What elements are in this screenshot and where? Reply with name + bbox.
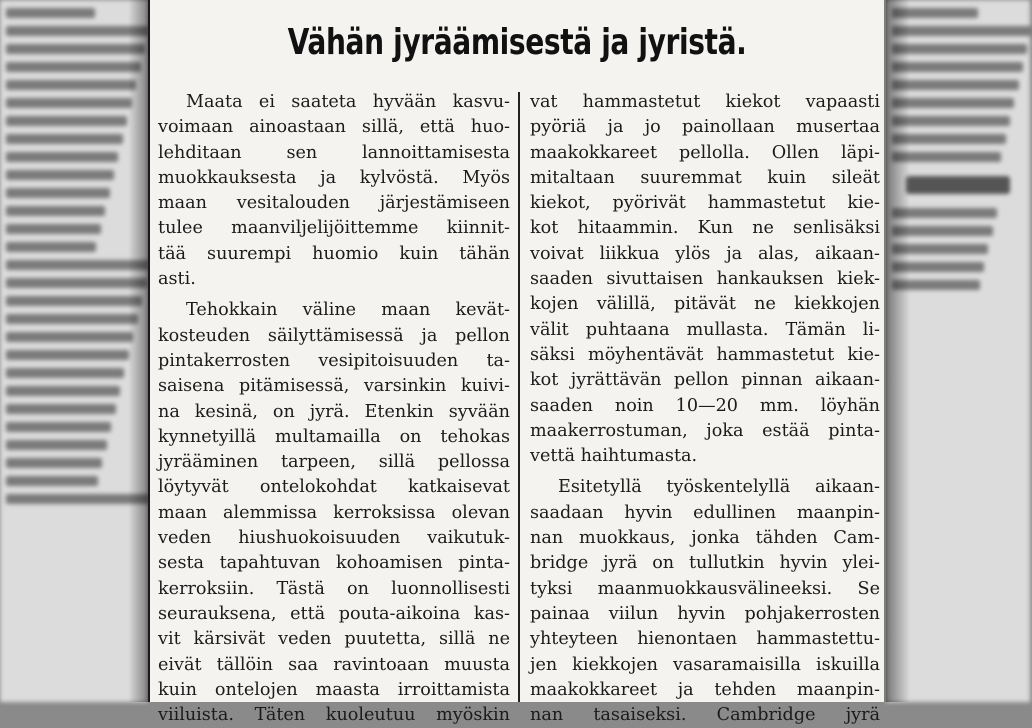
blurred-text-line: [892, 80, 1019, 90]
text-line: seurauksena, että pouta-aikoina kas-: [158, 603, 510, 624]
blurred-text-line: [6, 98, 132, 108]
blurred-text-line: [6, 116, 127, 126]
text-line: vat hammastetut kiekot vapaasti: [530, 92, 880, 112]
text-line: muokkauksesta ja kylvöstä. Myös: [158, 167, 510, 188]
left-fold-shadow: [128, 0, 150, 702]
blurred-heading: [906, 176, 1010, 194]
text-line: pintakerrosten vesipitoisuuden ta-: [158, 350, 510, 371]
blurred-text-line: [6, 296, 142, 306]
blurred-text-line: [6, 458, 102, 468]
blurred-text-line: [6, 332, 133, 342]
text-line: eivät tällöin saa ravintoaan muusta: [158, 654, 510, 675]
text-line: vettä haihtumasta.: [530, 446, 698, 467]
text-line: Tehokkain väline maan kevät-: [186, 300, 510, 321]
text-line: kot hitaammin. Kun ne senlisäksi: [530, 218, 880, 239]
text-line: kosteuden säilyttämisessä ja pellon: [158, 325, 510, 346]
text-line: kerroksiin. Tästä on luonnollisesti: [158, 578, 510, 599]
blurred-text-line: [6, 188, 110, 198]
text-line: Maata ei saateta hyvään kasvu-: [186, 92, 510, 112]
text-line: nan tasaiseksi. Cambridge jyrä: [530, 705, 880, 726]
blurred-text-line: [6, 350, 129, 360]
text-line: yhteyteen hienontaen hammastettu-: [530, 629, 880, 650]
column-divider: [518, 92, 520, 702]
blurred-text-line: [6, 386, 120, 396]
blurred-text-line: [6, 170, 114, 180]
blurred-text-line: [6, 134, 123, 144]
blurred-text-line: [6, 422, 111, 432]
text-line: jen kiekkojen vasaramaisilla iskuilla: [530, 654, 880, 675]
text-line: maakokkareet ja tehden maanpin-: [530, 679, 880, 700]
text-line: Esitetyllä työskentelyllä aikaan-: [558, 477, 880, 498]
text-line: maan vesitalouden järjestämiseen: [158, 193, 510, 214]
blurred-text-line: [6, 206, 105, 216]
text-line: saaden noin 10—20 mm. löyhän: [530, 395, 880, 416]
blurred-text-line: [892, 98, 1014, 108]
blurred-text-line: [6, 368, 124, 378]
newspaper-clipping: [148, 0, 886, 726]
text-line: painaa viilun hyvin pohjakerrosten: [530, 603, 880, 624]
blurred-text-line: [6, 44, 145, 54]
left-border-rule: [148, 0, 150, 702]
blurred-text-line: [6, 242, 96, 252]
blurred-text-line: [6, 440, 107, 450]
text-line: voimaan ainoastaan sillä, että huo-: [158, 117, 510, 138]
blurred-text-line: [892, 44, 1027, 54]
blurred-left-page: [0, 0, 148, 702]
text-line: voivat liikkua ylös ja alas, aikaan-: [530, 243, 880, 264]
text-line: jyrääminen tarpeen, sillä pellossa: [158, 452, 510, 473]
text-line: löytyvät ontelokohdat katkaisevat: [158, 477, 510, 498]
article-column-2: [530, 90, 880, 726]
text-line: lehditaan sen lannoittamisesta: [158, 142, 510, 163]
text-line: tyksi maanmuokkausvälineeksi. Se: [530, 578, 880, 599]
text-line: nan muokkaus, jonka tähden Cam-: [530, 528, 880, 549]
right-fold-shadow: [884, 0, 910, 702]
text-line: kiekot, pyörivät hammastetut kie-: [530, 193, 880, 214]
text-line: tulee maanviljelijöittemme kiinnit-: [158, 218, 510, 239]
text-line: tää suurempi huomio kuin tähän: [158, 243, 510, 264]
text-line: sesta tapahtuvan kohoamisen pinta-: [158, 553, 510, 574]
text-line: saisena pitämisessä, varsinkin kuivi-: [158, 376, 510, 397]
blurred-text-line: [892, 62, 1023, 72]
text-line: välit puhtaana mullasta. Tämän li-: [530, 319, 880, 340]
text-line: maakokkareet pellolla. Ollen läpi-: [530, 142, 880, 163]
text-line: maakerrostuman, joka estää pinta-: [530, 420, 880, 441]
text-line: vit kärsivät veden puutetta, sillä ne: [158, 629, 510, 650]
blurred-text-line: [6, 62, 141, 72]
text-line: kot jyrättävän pellon pinnan aikaan-: [530, 370, 880, 391]
text-line: saadaan hyvin edullinen maanpin-: [530, 502, 880, 523]
text-line: asti.: [158, 269, 196, 290]
text-line: pyöriä ja jo painollaan musertaa: [530, 117, 880, 138]
blurred-text-line: [892, 26, 1032, 36]
blurred-text-line: [6, 476, 98, 486]
text-line: mitaltaan suuremmat kuin sileät: [530, 167, 880, 188]
blurred-text-line: [6, 278, 147, 288]
text-line: kojen välillä, pitävät ne kiekkojen: [530, 294, 880, 315]
blurred-text-line: [6, 224, 101, 234]
text-line: säksi möyhentävät hammastetut kie-: [530, 344, 880, 365]
text-line: na kesinä, on jyrä. Etenkin syvään: [158, 401, 510, 422]
blurred-text-line: [6, 80, 136, 90]
text-line: veden hiushuokoisuuden vaikutuk-: [158, 528, 510, 549]
blurred-text-line: [6, 152, 118, 162]
text-line: bridge jyrä on tullutkin hyvin ylei-: [530, 553, 880, 574]
blurred-text-line: [6, 8, 95, 18]
blurred-text-line: [6, 404, 116, 414]
text-line: kuin ontelojen maasta irroittamista: [158, 679, 510, 700]
text-line: maan alemmissa kerroksissa olevan: [158, 502, 510, 523]
article-column-1: [158, 90, 510, 726]
text-line: saaden sivuttaisen hankauksen kiek-: [530, 269, 880, 290]
text-line: viiluista. Täten kuoleutuu myöskin: [158, 705, 510, 726]
blurred-text-line: [6, 314, 138, 324]
article-headline: Vähän jyräämisestä ja jyristä.: [287, 22, 747, 63]
text-line: kynnetyillä multamailla on tehokas: [158, 426, 510, 447]
